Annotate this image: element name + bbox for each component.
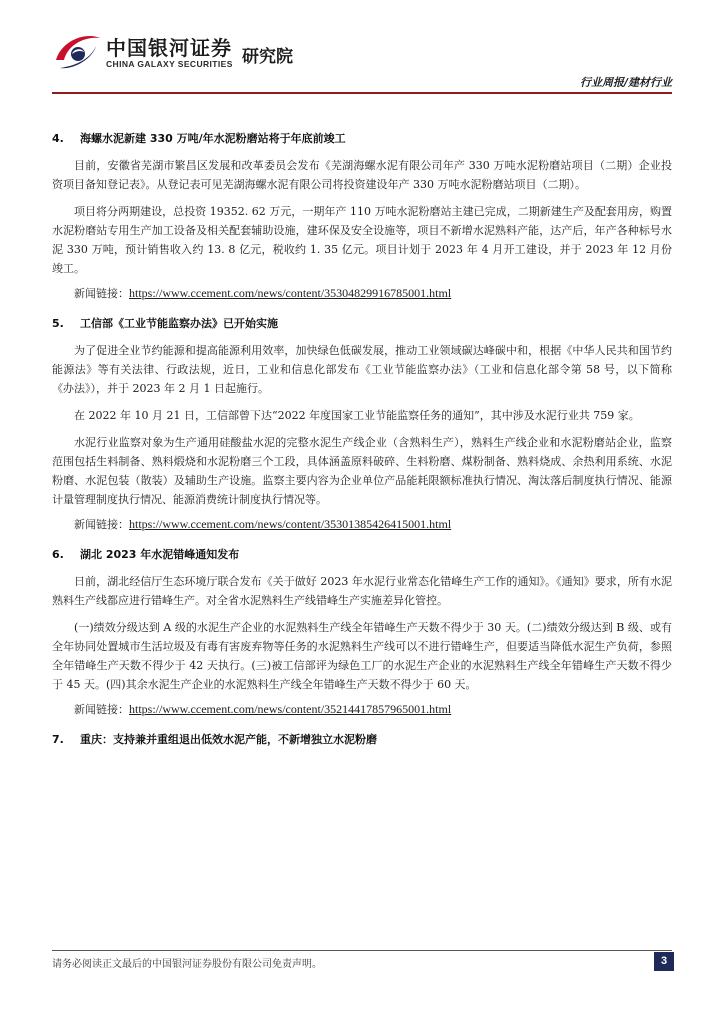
news-link[interactable]: https://www.ccement.com/news/content/35304829916785001.html <box>129 286 452 300</box>
section-title: 重庆：支持兼并重组退出低效水泥产能，不新增独立水泥粉磨 <box>80 733 377 746</box>
section-heading <box>52 546 672 564</box>
section-title: 海螺水泥新建 330 万吨/年水泥粉磨站将于年底前竣工 <box>80 132 346 145</box>
paragraph: 项目将分两期建设，总投资 19352. 62 万元，一期年产 110 万吨水泥粉磨站主建已完成，二期新建生产及配套用房，购置水泥粉磨站专用生产加工设备及相关配套辅助设施，建环保及安全设施等，项目不新增水泥熟料产能，达产后，年产各种标号水泥 330 万吨，预计销售收入约 13. 8 亿元，税收约 1. 35 亿元。项目计划于 2023 年 4 月开工建设，并于 2023 年 12 月份竣工。 <box>52 205 672 275</box>
brand-name-en: CHINA GALAXY SECURITIES <box>106 59 233 69</box>
section-number: 4. <box>52 132 64 145</box>
news-link-line <box>52 284 672 303</box>
page-number: 3 <box>654 952 674 971</box>
institute-label: 研究院 <box>242 47 293 67</box>
section-heading <box>52 130 672 148</box>
report-type-label: 行业周报/建材行业 <box>579 76 672 89</box>
header-divider <box>52 92 672 94</box>
paragraph: 在 2022 年 10 月 21 日，工信部曾下达“2022 年度国家工业节能监察任务的通知”，其中涉及水泥行业共 759 家。 <box>74 409 640 422</box>
section-number: 6. <box>52 548 64 561</box>
news-link-label: 新闻链接： <box>74 287 129 300</box>
section-heading <box>52 731 672 749</box>
main-content <box>52 130 672 749</box>
paragraph: 目前，安徽省芜湖市繁昌区发展和改革委员会发布《芜湖海螺水泥有限公司年产 330 万吨水泥粉磨站项目（二期）企业投资项目备知登记表》。从登记表可见芜湖海螺水泥有限公司将投资建设年产 330 万吨水泥粉磨站项目（二期）。 <box>52 159 672 191</box>
news-link-line <box>52 515 672 534</box>
news-link[interactable]: https://www.ccement.com/news/content/35301385426415001.html <box>129 517 452 531</box>
news-link-label: 新闻链接： <box>74 703 129 716</box>
news-link-line <box>52 700 672 719</box>
news-link-label: 新闻链接： <box>74 518 129 531</box>
paragraph: 为了促进全业节约能源和提高能源利用效率，加快绿色低碳发展，推动工业领域碳达峰碳中和，根据《中华人民共和国节约能源法》等有关法律、行政法规，近日，工业和信息化部发布《工业节能监察办法》（工业和信息化部令第 58 号，以下简称《办法》），并于 2023 年 2 月 1 日起施行。 <box>52 344 672 395</box>
section-number: 7. <box>52 733 64 746</box>
galaxy-swoosh-logo-icon <box>52 30 102 74</box>
section-title: 工信部《工业节能监察办法》已开始实施 <box>80 317 278 330</box>
brand-name-cn: 中国银河证券 <box>106 36 232 60</box>
footer-disclaimer: 请务必阅读正文最后的中国银河证券股份有限公司免责声明。 <box>52 959 322 970</box>
paragraph: 水泥行业监察对象为生产通用硅酸盐水泥的完整水泥生产线企业（含熟料生产），熟料生产线企业和水泥粉磨站企业，监察范围包括生料制备、熟料煅烧和水泥粉磨三个工段，具体涵盖原料破碎、生料粉磨、煤粉制备、熟料烧成、余热利用系统、水泥粉磨、水泥包装（散装）及辅助生产设施。监察主要内容为企业单位产品能耗限额标准执行情况、淘汰落后制度执行情况、能源计量管理制度执行情况、能源消费统计制度执行情况等。 <box>52 436 672 506</box>
footer-divider <box>52 950 672 951</box>
paragraph: 日前，湖北经信厅生态环境厅联合发布《关于做好 2023 年水泥行业常态化错峰生产工作的通知》。《通知》要求，所有水泥熟料生产线都应进行错峰生产。对全省水泥熟料生产线错峰生产实施差异化管控。 <box>52 575 672 607</box>
section-heading <box>52 315 672 333</box>
page-header <box>0 0 724 96</box>
section-number: 5. <box>52 317 64 330</box>
paragraph: (一)绩效分级达到 A 级的水泥生产企业的水泥熟料生产线全年错峰生产天数不得少于 30 天。(二)绩效分级达到 B 级、或有全年协同处置城市生活垃圾及有毒有害废弃物等任务的水泥熟料生产线可以不进行错峰生产，但要适当降低水泥生产负荷，参照全年错峰生产天数不得少于 42 天执行。(三)被工信部评为绿色工厂的水泥生产企业的水泥熟料生产线全年错峰生产天数不得少于 45 天。(四)其余水泥生产企业的水泥熟料生产线全年错峰生产天数不得少于 60 天。 <box>52 621 672 691</box>
news-link[interactable]: https://www.ccement.com/news/content/35214417857965001.html <box>129 702 452 716</box>
section-title: 湖北 2023 年水泥错峰通知发布 <box>80 548 240 561</box>
